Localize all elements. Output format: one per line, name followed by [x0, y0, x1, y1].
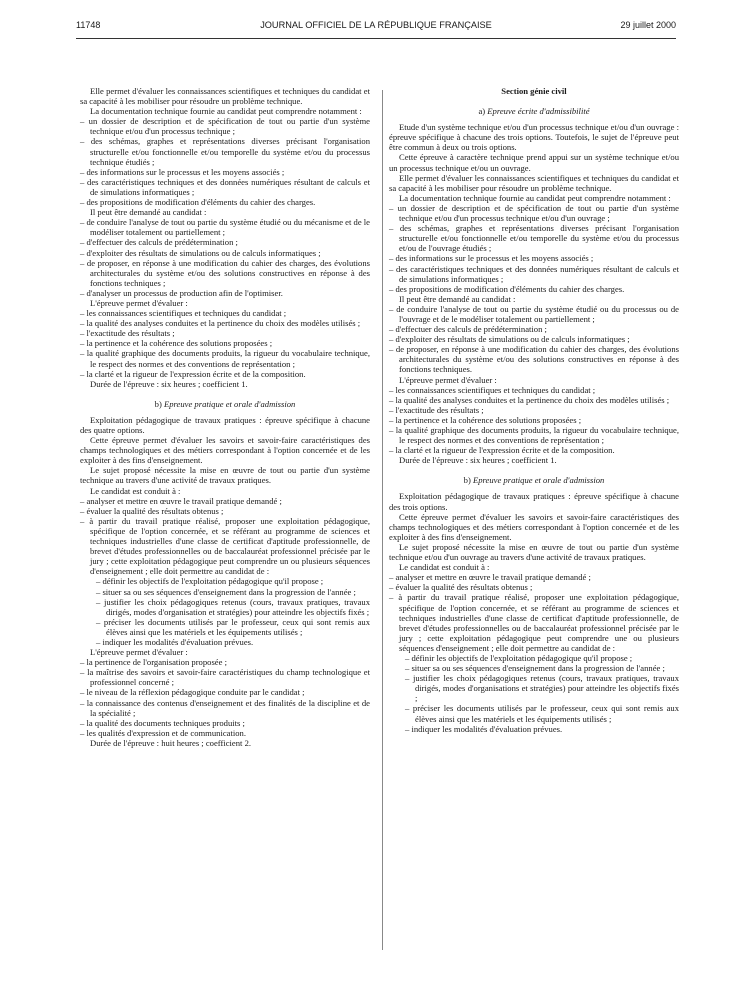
- list-item: – situer sa ou ses séquences d'enseignement dans la progression de l'année ;: [405, 663, 665, 674]
- list-item: – la qualité des analyses conduites et la pertinence du choix des modèles utilisés ;: [389, 394, 670, 405]
- list-item: – la qualité des documents techniques produits ;: [80, 717, 245, 728]
- list-item: – les connaissances scientifiques et techniques du candidat ;: [80, 308, 287, 319]
- paragraph: Etude d'un système technique et/ou d'un processus technique et/ou d'un ouvrage : épreuve spécifique à chacune des trois options. Toutefois, le sujet de l'épreuve peut être commun à deux ou trois options.: [389, 122, 679, 153]
- section-heading: b) Epreuve pratique et orale d'admission: [463, 475, 605, 486]
- column-divider: [382, 90, 383, 950]
- paragraph: Durée de l'épreuve : huit heures ; coefficient 2.: [90, 737, 252, 748]
- page-header: [76, 16, 676, 36]
- list-item: – le niveau de la réflexion pédagogique conduite par le candidat ;: [80, 687, 305, 698]
- paragraph: L'épreuve permet d'évaluer :: [399, 374, 497, 385]
- list-item: – d'exploiter des résultats de simulations ou de calculs informatiques ;: [389, 334, 630, 345]
- list-item: – la connaissance des contenus d'enseignement et des finalités de la discipline et de la spécialité ;: [80, 697, 370, 718]
- list-item: – à partir du travail pratique réalisé, proposer une exploitation pédagogique, spécifique de l'option concernée, et se référant au programme de sciences et techniques industrielles d'une classe de certificat d'aptitude professionnelle, de brevet d'études professionnelles ou de baccalauréat professionnel précisée par le jury ; cette exploitation pédagogique peut comprendre une ou plusieurs séquences d'enseignement ; elle doit permettre au candidat de :: [389, 592, 679, 653]
- paragraph: Il peut être demandé au candidat :: [399, 293, 516, 304]
- list-item: – la clarté et la rigueur de l'expression écrite et de la composition.: [389, 445, 615, 456]
- list-item: – les qualités d'expression et de communication.: [80, 727, 246, 738]
- list-item: – définir les objectifs de l'exploitation pédagogique qu'il propose ;: [405, 652, 633, 663]
- list-item: – des schémas, graphes et représentations diverses précisant l'organisation structurelle et/ou fonctionnelle et/ou temporelle du système et/ou du processus technique étudiés ;: [80, 136, 370, 167]
- list-item: – d'effectuer des calculs de prédétermination ;: [80, 237, 238, 248]
- list-item: – des informations sur le processus et les moyens associés ;: [80, 166, 285, 177]
- paragraph: Exploitation pédagogique de travaux pratiques : épreuve spécifique à chacune des trois options.: [389, 491, 679, 512]
- list-item: – la pertinence de l'organisation proposée ;: [80, 657, 227, 668]
- list-item: – la qualité des analyses conduites et la pertinence du choix des modèles utilisés ;: [80, 318, 361, 329]
- paragraph: La documentation technique fournie au candidat peut comprendre notamment :: [399, 192, 671, 203]
- list-item: – préciser les documents utilisés par le professeur, ceux qui sont remis aux élèves ainsi que les matériels et les équipements utilisés ;: [96, 616, 370, 637]
- paragraph: Durée de l'épreuve : six heures ; coefficient 1.: [90, 378, 248, 389]
- paragraph: L'épreuve permet d'évaluer :: [90, 647, 188, 658]
- paragraph: Exploitation pédagogique de travaux pratiques : épreuve spécifique à chacune des quatre options.: [80, 414, 370, 435]
- list-item: – la pertinence et la cohérence des solutions proposées ;: [389, 414, 582, 425]
- list-item: – de proposer, en réponse à une modification du cahier des charges, des évolutions architecturales du système et/ou des solutions constructives en réponse à des fonctions techniques.: [389, 344, 679, 375]
- paragraph: Le sujet proposé nécessite la mise en œuvre de tout ou partie d'un système technique et/ou d'un ouvrage au travers d'une activité de travaux pratiques.: [389, 541, 679, 563]
- paragraph: Cette épreuve permet d'évaluer les savoirs et savoir-faire caractéristiques des champs technologiques et des métiers correspondant à l'option concernée et de les exploiter à des fins d'enseignement.: [389, 511, 679, 542]
- list-item: – de proposer, en réponse à une modification du cahier des charges, des évolutions architecturales du système et/ou des solutions constructives en réponse à des fonctions techniques ;: [80, 257, 370, 288]
- list-item: – définir les objectifs de l'exploitation pédagogique qu'il propose ;: [96, 576, 324, 587]
- list-item: – les connaissances scientifiques et techniques du candidat ;: [389, 384, 596, 395]
- list-item: – des schémas, graphes et représentations diverses précisant l'organisation structurelle et/ou fonctionnelle et/ou temporelle du système et/ou du processus et/ou de l'ouvrage étudiés ;: [389, 223, 679, 254]
- list-item: – un dossier de description et de spécification de tout ou partie d'un système technique et/ou d'un processus technique et/ou d'un ouvrage ;: [389, 202, 679, 224]
- list-item: – de conduire l'analyse de tout ou partie du système étudié ou du processus ou de l'ouvrage et de le modéliser totalement ou partiellement ;: [389, 303, 679, 324]
- list-item: – indiquer les modalités d'évaluation prévues.: [405, 723, 563, 734]
- header-rule: [76, 38, 676, 39]
- list-item: – analyser et mettre en œuvre le travail pratique demandé ;: [80, 495, 282, 506]
- list-item: – préciser les documents utilisés par le professeur, ceux qui sont remis aux élèves ainsi que les matériels et les équipements utilisés ;: [405, 703, 679, 724]
- list-item: – des propositions de modification d'éléments du cahier des charges.: [80, 197, 316, 208]
- list-item: – situer sa ou ses séquences d'enseignement dans la progression de l'année ;: [96, 586, 356, 597]
- list-item: – un dossier de description et de spécification de tout ou partie d'un système technique et/ou d'un processus technique ;: [80, 116, 370, 137]
- paragraph: L'épreuve permet d'évaluer :: [90, 297, 188, 308]
- section-title: Section génie civil: [501, 86, 567, 96]
- list-item: – justifier les choix pédagogiques retenus (cours, travaux pratiques, travaux dirigés, modes d'organisations et stratégies) pour atteindre les objectifs fixés ;: [405, 673, 679, 704]
- list-item: – d'exploiter des résultats de simulations ou de calculs informatiques ;: [80, 247, 321, 258]
- list-item: – analyser et mettre en œuvre le travail pratique demandé ;: [389, 572, 591, 583]
- page-number: 11748: [76, 20, 101, 30]
- list-item: – de conduire l'analyse de tout ou partie du système étudié ou du mécanisme et de le modéliser totalement ou partiellement ;: [80, 217, 370, 238]
- list-item: – évaluer la qualité des résultats obtenus ;: [80, 505, 224, 516]
- paragraph: Elle permet d'évaluer les connaissances scientifiques et techniques du candidat et sa capacité à les mobiliser pour résoudre un problème technique.: [80, 86, 370, 107]
- list-item: – la maîtrise des savoirs et savoir-faire caractéristiques du champ technologique et professionnel concerné ;: [80, 667, 370, 688]
- paragraph: Le sujet proposé nécessite la mise en œuvre de tout ou partie d'un système technique au travers d'une activité de travaux pratiques.: [80, 465, 370, 486]
- list-item: – la qualité graphique des documents produits, la rigueur du vocabulaire technique, le respect des normes et des conventions de représentation ;: [389, 425, 679, 446]
- publication-date: 29 juillet 2000: [620, 20, 676, 30]
- list-item: – évaluer la qualité des résultats obtenus ;: [389, 582, 533, 593]
- journal-title: JOURNAL OFFICIEL DE LA RÉPUBLIQUE FRANÇAISE: [260, 20, 492, 30]
- paragraph: Elle permet d'évaluer les connaissances scientifiques et techniques du candidat et sa capacité à les mobiliser pour résoudre un problème technique.: [389, 172, 679, 193]
- list-item: – la qualité graphique des documents produits, la rigueur du vocabulaire technique, le respect des normes et des conventions de représentation ;: [80, 348, 370, 369]
- list-item: – d'analyser un processus de production afin de l'optimiser.: [80, 287, 283, 298]
- paragraph: Il peut être demandé au candidat :: [90, 207, 207, 218]
- paragraph: Cette épreuve permet d'évaluer les savoirs et savoir-faire caractéristiques des champs technologiques et des métiers correspondant à l'option concernée et de les exploiter à des fins d'enseignement.: [80, 435, 370, 466]
- left-column: [80, 86, 370, 748]
- list-item: – l'exactitude des résultats ;: [389, 404, 484, 415]
- list-item: – à partir du travail pratique réalisé, proposer une exploitation pédagogique, spécifique de l'option concernée, et se référant au programme de sciences et techniques industrielles d'une classe de certificat d'aptitude professionnelle, de brevet d'études professionnelles ou de baccalauréat professionnel précisée par le jury ; cette exploitation pédagogique peut comprendre un ou plusieurs séquences d'enseignement ; elle doit permettre au candidat de :: [80, 515, 370, 577]
- list-item: – des informations sur le processus et les moyens associés ;: [389, 253, 594, 264]
- list-item: – des caractéristiques techniques et des données numériques résultant de calculs et de simulations informatiques ;: [389, 263, 679, 284]
- list-item: – d'effectuer des calculs de prédétermination ;: [389, 324, 547, 335]
- paragraph: Le candidat est conduit à :: [399, 562, 490, 573]
- paragraph: La documentation technique fournie au candidat peut comprendre notamment :: [90, 106, 362, 117]
- section-heading: a) Epreuve écrite d'admissibilité: [478, 106, 590, 117]
- list-item: – des caractéristiques techniques et des données numériques résultant de calculs et de simulations informatiques ;: [80, 176, 370, 197]
- right-column: [389, 86, 679, 734]
- list-item: – justifier les choix pédagogiques retenus (cours, travaux pratiques, travaux dirigés, modes d'organisation et stratégies) pour atteindre les objectifs fixés ;: [96, 596, 370, 617]
- list-item: – la pertinence et la cohérence des solutions proposées ;: [80, 338, 273, 349]
- list-item: – l'exactitude des résultats ;: [80, 328, 175, 339]
- paragraph: Cette épreuve à caractère technique prend appui sur un système technique et/ou un processus technique et/ou un ouvrage.: [389, 152, 679, 173]
- list-item: – des propositions de modification d'éléments du cahier des charges.: [389, 283, 625, 294]
- paragraph: Le candidat est conduit à :: [90, 485, 181, 496]
- section-heading: b) Epreuve pratique et orale d'admission: [154, 398, 296, 409]
- paragraph: Durée de l'épreuve : six heures ; coefficient 1.: [399, 455, 557, 466]
- list-item: – indiquer les modalités d'évaluation prévues.: [96, 636, 254, 647]
- list-item: – la clarté et la rigueur de l'expression écrite et de la composition.: [80, 368, 306, 379]
